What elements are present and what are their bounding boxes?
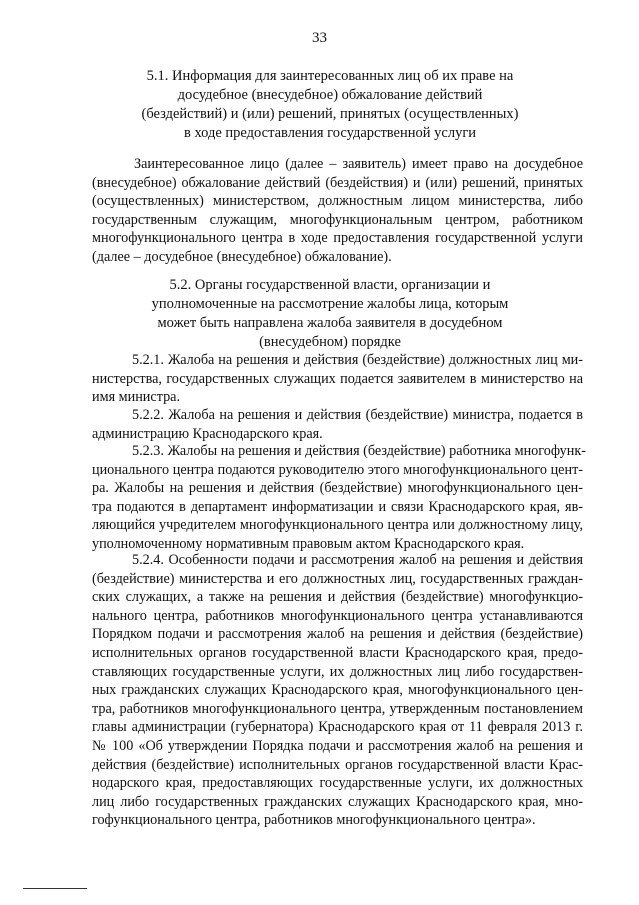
text-line: 5.2.2. Жалоба на решения и действия (бездействие) министра, подается в — [132, 407, 583, 423]
text-line: имя министра. — [92, 389, 181, 406]
paragraph-5-2-4 — [92, 551, 583, 830]
paragraph-5-2-3 — [92, 442, 586, 554]
text-line: гофункционального центра, работников многофункционального центра». — [92, 812, 536, 829]
text-line: государственным служащим, многофункциональным центром, работником — [92, 211, 583, 228]
title-line: (внесудебном) порядке — [259, 334, 401, 350]
title-line: уполномоченные на рассмотрение жалобы лица, которым — [151, 296, 509, 312]
text-line: лиц либо государственных гражданских служащих Краснодарского края, мно- — [92, 793, 583, 810]
title-line: досудебное (внесудебное) обжалование действий — [177, 87, 483, 103]
text-line: (внесудебное) обжалование действий (бездействия) и (или) решений, принятых — [92, 174, 583, 191]
text-line: ра. Жалобы на решения и действия (бездействие) многофункционального цен- — [92, 480, 583, 497]
text-line: ционального центра подаются руководителю этого многофункционального цент- — [92, 461, 583, 478]
paragraph-5-2-1 — [92, 351, 583, 407]
text-line: действия (бездействие) исполнительных органов государственной власти Крас- — [92, 756, 583, 773]
text-line: ских служащих, а также на решения и действия (бездействие) многофункцио- — [92, 589, 583, 606]
text-line: ляющийся учредителем многофункционального центра или должностному лицу, — [92, 517, 583, 534]
text-line: тра подаются в департамент информатизации и связи Краснодарского края, яв- — [92, 498, 583, 515]
section-5-1-paragraph — [92, 155, 583, 267]
text-line: Порядком подачи и рассмотрения жалоб на решения и действия (бездействие) — [92, 626, 583, 643]
text-line: 5.2.3. Жалобы на решения и действия (бездействие) работника многофунк- — [132, 443, 586, 459]
text-line: уполномоченному нормативным правовым актом Краснодарского края. — [92, 535, 525, 552]
text-line: многофункционального центра в ходе предоставления государственной услуги — [92, 230, 583, 247]
footnote-divider — [23, 888, 87, 889]
text-line: нодарского края, предоставляющих государственные услуги, их должностных — [92, 775, 583, 792]
text-line: 5.2.1. Жалоба на решения и действия (бездействие) должностных лиц ми- — [132, 352, 583, 368]
title-line: в ходе предоставления государственной услуги — [183, 125, 477, 141]
paragraph-5-2-2 — [92, 406, 583, 443]
title-line: 5.2. Органы государственной власти, организации и — [169, 277, 491, 293]
section-5-2-title — [80, 276, 580, 352]
text-line: 5.2.4. Особенности подачи и рассмотрения жалоб на решения и действия — [132, 552, 583, 568]
text-line: ных гражданских служащих Краснодарского края, многофункционального цен- — [92, 682, 583, 699]
text-line: (далее – досудебное (внесудебное) обжалование). — [92, 248, 392, 265]
text-line: Заинтересованное лицо (далее – заявитель) имеет право на досудебное — [134, 156, 583, 172]
page-number: 33 — [312, 30, 327, 46]
text-line: ставляющих государственные услуги, их должностных лиц либо государствен- — [92, 663, 583, 680]
title-line: может быть направлена жалоба заявителя в досудебном — [157, 315, 503, 331]
text-line: (осуществленных) министерством, должностным лицом министерства, либо — [92, 193, 583, 210]
title-line: 5.1. Информация для заинтересованных лиц об их праве на — [146, 68, 514, 84]
text-line: исполнительных органов государственной власти Краснодарского края, предо- — [92, 644, 583, 661]
text-line: нального центра, работников многофункционального центра устанавливаются — [92, 607, 583, 624]
text-line: (бездействие) министерства и его должностных лиц, государственных граждан- — [92, 570, 583, 587]
section-5-1-title — [80, 67, 580, 143]
text-line: администрацию Краснодарского края. — [92, 425, 323, 442]
text-line: нистерства, государственных служащих подается заявителем в министерство на — [92, 370, 583, 387]
text-line: главы администрации (губернатора) Краснодарского края от 11 февраля 2013 г. — [92, 719, 583, 736]
text-line: тра, работников многофункционального центра, утвержденным постановлением — [92, 700, 583, 717]
text-line: № 100 «Об утверждении Порядка подачи и рассмотрения жалоб на решения и — [92, 737, 583, 754]
title-line: (бездействий) и (или) решений, принятых (осуществленных) — [141, 106, 519, 122]
